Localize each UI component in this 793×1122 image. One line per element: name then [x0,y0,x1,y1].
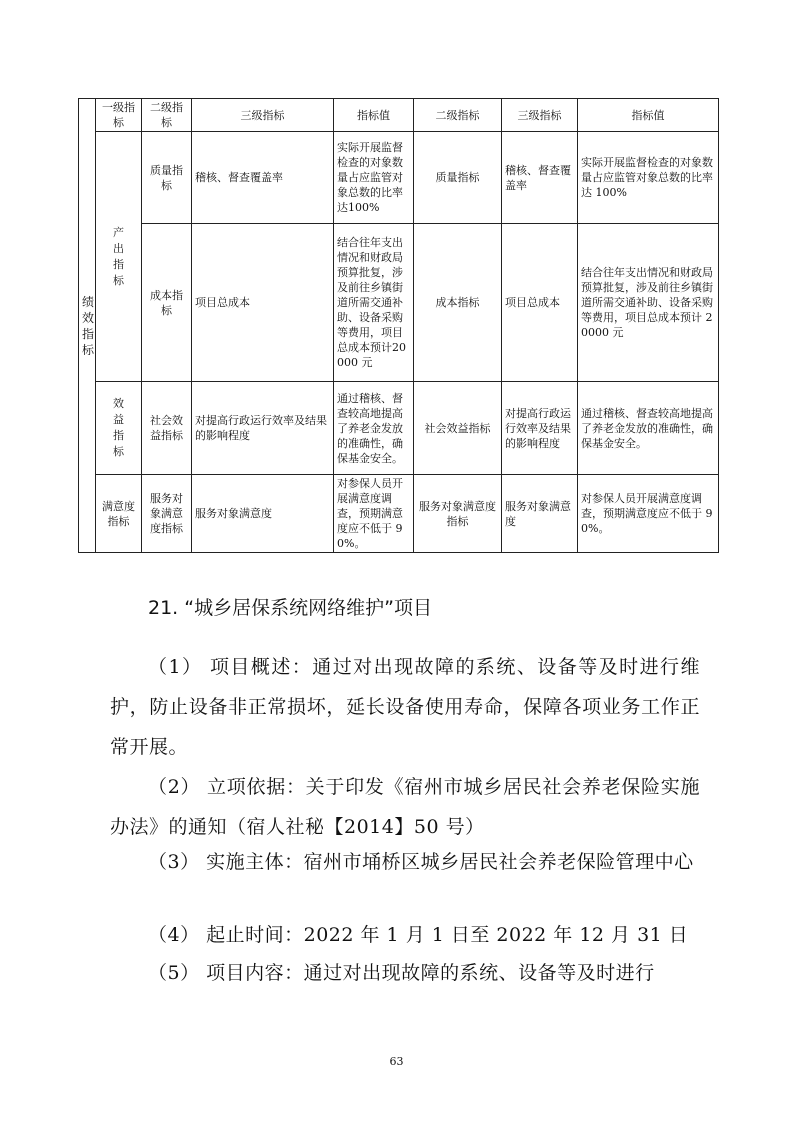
level2-a-cell: 质量指标 [142,132,192,224]
level3-b-cell: 对提高行政运行效率及结果的影响程度 [502,382,578,475]
page-number: 63 [389,1055,404,1068]
level3-b-cell: 稽核、督查覆盖率 [502,132,578,224]
level3-a-cell: 服务对象满意度 [192,475,334,553]
level1-label: 效益指标 [113,397,124,458]
level3-b-cell: 服务对象满意度 [502,475,578,553]
paragraph-basis: （2） 立项依据：关于印发《宿州市城乡居民社会养老保险实施办法》的通知（宿人社秘【2014】50 号） [110,776,700,838]
table-row [79,475,719,553]
table-header-row [79,99,719,132]
level2-b-cell: 服务对象满意度指标 [414,475,502,553]
level3-a-cell: 对提高行政运行效率及结果的影响程度 [192,382,334,475]
value-b-cell: 结合往年支出情况和财政局预算批复，涉及前往乡镇街道所需交通补助、设备采购等费用，项目总成本预计 20000 元 [578,224,719,382]
header-value-b: 指标值 [578,99,719,132]
paragraph-implementer: （3） 实施主体：宿州市埇桥区城乡居民社会养老保险管理中心 [148,851,694,873]
level3-a-cell: 稽核、督查覆盖率 [192,132,334,224]
level1-label: 产出指标 [113,225,124,287]
paragraph-period: （4） 起止时间：2022 年 1 月 1 日至 2022 年 12 月 31 日 [148,924,689,946]
level1-cell [96,382,142,475]
level1-cell [96,132,142,382]
header-level3-a: 三级指标 [192,99,334,132]
table-row [79,224,719,382]
level3-b-cell: 项目总成本 [502,224,578,382]
header-level2-a: 二级指标 [142,99,192,132]
value-a-cell: 对参保人员开展满意度调查，预期满意度应不低于 90%。 [334,475,414,553]
level2-b-cell: 社会效益指标 [414,382,502,475]
value-b-cell: 实际开展监督检查的对象数量占应监管对象总数的比率达 100% [578,132,719,224]
level2-a-cell: 成本指标 [142,224,192,382]
level2-a-cell: 服务对象满意度指标 [142,475,192,553]
level3-a-cell: 项目总成本 [192,224,334,382]
level2-b-cell: 质量指标 [414,132,502,224]
header-level3-b: 三级指标 [502,99,578,132]
group-label: 绩效指标 [82,294,95,357]
group-label-cell [79,99,96,553]
paragraph-content: （5） 项目内容：通过对出现故障的系统、设备等及时进行 [148,962,655,984]
level2-b-cell: 成本指标 [414,224,502,382]
header-level1: 一级指标 [96,99,142,132]
table-row [79,132,719,224]
value-a-cell: 实际开展监督检查的对象数量占应监管对象总数的比率达100% [334,132,414,224]
value-b-cell: 对参保人员开展满意度调查，预期满意度应不低于 90%。 [578,475,719,553]
level2-a-cell: 社会效益指标 [142,382,192,475]
value-b-cell: 通过稽核、督查较高地提高了养老金发放的准确性，确保基金安全。 [578,382,719,475]
section-heading: 21. “城乡居保系统网络维护”项目 [148,597,432,619]
header-value-a: 指标值 [334,99,414,132]
paragraph-overview: （1） 项目概述：通过对出现故障的系统、设备等及时进行维护，防止设备非正常损坏，延长设备使用寿命，保障各项业务工作正常开展。 [110,656,700,758]
level1-cell: 满意度指标 [96,475,142,553]
table-row [79,382,719,475]
header-level2-b: 二级指标 [414,99,502,132]
value-a-cell: 通过稽核、督查较高地提高了养老金发放的准确性，确保基金安全。 [334,382,414,475]
performance-indicator-table [78,98,719,553]
value-a-cell: 结合往年支出情况和财政局预算批复，涉及前往乡镇街道所需交通补助、设备采购等费用，项目总成本预计20000 元 [334,224,414,382]
